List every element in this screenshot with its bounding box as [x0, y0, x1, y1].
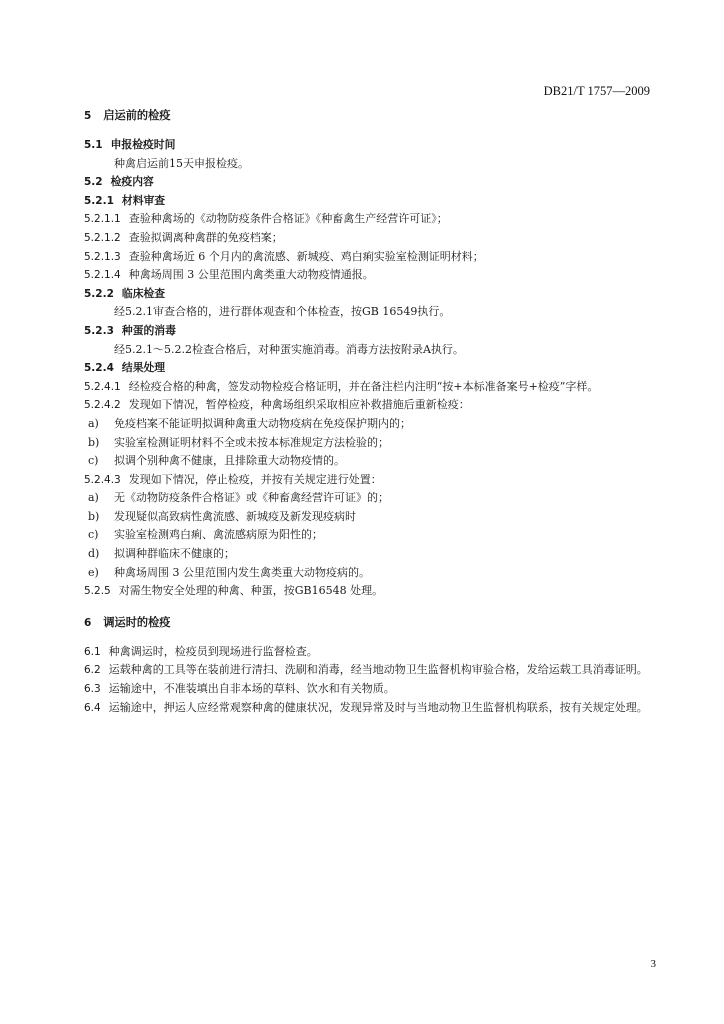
- section-6-3: 6.3 运输途中，不准装填出自非本场的草料、饮水和有关物质。: [84, 682, 395, 696]
- section-5-2-1-4: 5.2.1.4 种禽场周围 3 公里范围内禽类重大动物疫情通报。: [84, 268, 374, 282]
- section-5-2-3-text: 经5.2.1～5.2.2检查合格后，对种蛋实施消毒。消毒方法按附录A执行。: [114, 342, 464, 356]
- section-5-2-2-heading: 5.2.2 临床检查: [84, 286, 166, 300]
- section-6-4: 6.4 运输途中，押运人应经常观察种禽的健康状况，发现异常及时与当地动物卫生监督机构联系，按有关规定处理。: [84, 700, 648, 714]
- section-5-2-4-1: 5.2.4.1 经检疫合格的种禽，签发动物检疫合格证明，并在备注栏内注明“按+本标准备案号+检疫”字样。: [84, 379, 599, 393]
- section-5-2-3-heading: 5.2.3 种蛋的消毒: [84, 323, 176, 337]
- list-item: e) 种禽场周围 3 公里范围内发生禽类重大动物疫病的。: [88, 565, 370, 579]
- section-5-2-1-1: 5.2.1.1 查验种禽场的《动物防疫条件合格证》《种畜禽生产经营许可证》；: [84, 212, 448, 226]
- section-5-2-2-text: 经5.2.1审查合格的，进行群体观查和个体检查，按GB 16549执行。: [114, 305, 451, 319]
- section-6-2: 6.2 运载种禽的工具等在装前进行清扫、洗刷和消毒，经当地动物卫生监督机构审验合格，发给运载工具消毒证明。: [84, 663, 648, 677]
- section-5-2-4-heading: 5.2.4 结果处理: [84, 361, 166, 375]
- document-body: [84, 106, 660, 717]
- section-5-2-heading: 5.2 检疫内容: [84, 175, 154, 189]
- section-5-2-4-2: 5.2.4.2 发现如下情况，暂停检疫，种禽场组织采取相应补救措施后重新检疫：: [84, 398, 470, 412]
- section-5-2-4-3: 5.2.4.3 发现如下情况，停止检疫，并按有关规定进行处置：: [84, 472, 382, 486]
- section-5-1-text: 种禽启运前15天申报检疫。: [114, 156, 249, 170]
- list-item: a) 免疫档案不能证明拟调种禽重大动物疫病在免疫保护期内的；: [88, 416, 411, 430]
- section-5-2-1-3: 5.2.1.3 查验种禽场近 6 个月内的禽流感、新城疫、鸡白痢实验室检测证明材料；: [84, 249, 484, 263]
- section-5-2-1-2: 5.2.1.2 查验拟调离种禽群的免疫档案；: [84, 230, 283, 244]
- list-item: c) 拟调个别种禽不健康，且排除重大动物疫情的。: [88, 454, 345, 468]
- list-item: d) 拟调种群临床不健康的；: [88, 547, 235, 561]
- list-item: b) 发现疑似高致病性禽流感、新城疫及新发现疫病时: [88, 509, 356, 523]
- section-5-heading: 5 启运前的检疫: [84, 109, 171, 122]
- page-number: 3: [650, 958, 656, 970]
- list-item: b) 实验室检测证明材料不全或未按本标准规定方法检验的；: [88, 435, 389, 449]
- document-code-header: DB21/T 1757—2009: [543, 84, 650, 98]
- section-5-1-heading: 5.1 申报检疫时间: [84, 138, 176, 151]
- section-5-2-4-2-list: [84, 415, 660, 471]
- section-5-2-1-heading: 5.2.1 材料审查: [84, 193, 166, 207]
- list-item: c) 实验室检测鸡白痢、禽流感病原为阳性的；: [88, 528, 323, 542]
- section-6-1: 6.1 种禽调运时，检疫员到现场进行监督检查。: [84, 644, 318, 658]
- section-5-2-5: 5.2.5 对需生物安全处理的种禽、种蛋，按GB16548 处理。: [84, 584, 384, 598]
- section-5-2-4-3-list: [84, 489, 660, 582]
- list-item: a) 无《动物防疫条件合格证》或《种畜禽经营许可证》的；: [88, 491, 389, 505]
- section-6-heading: 6 调运时的检疫: [84, 615, 171, 629]
